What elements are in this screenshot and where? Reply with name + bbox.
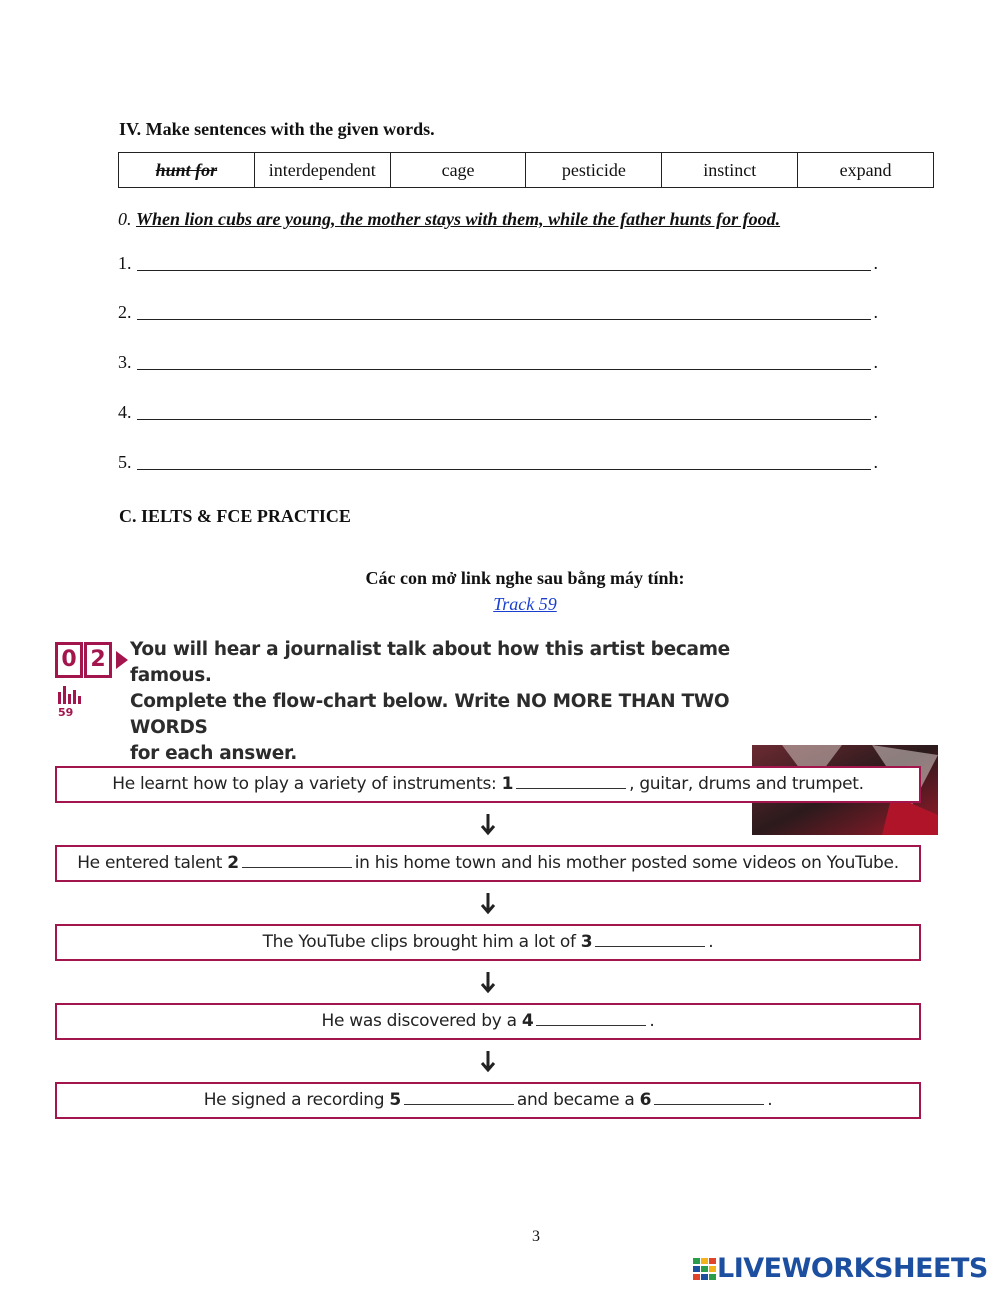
line-end: .	[873, 253, 878, 273]
step-text: .	[767, 1090, 773, 1110]
section-c-title: C. IELTS & FCE PRACTICE	[119, 506, 351, 526]
flow-step-1	[55, 766, 921, 803]
word-cell: instinct	[662, 153, 798, 188]
badge-digit: 2	[84, 642, 112, 678]
question-number: 1	[501, 774, 514, 794]
word-cell: hunt for	[119, 153, 255, 188]
line-end: .	[873, 452, 878, 472]
line-number: 3.	[118, 352, 132, 372]
step-text: He signed a recording	[203, 1090, 385, 1110]
line-number: 4.	[118, 402, 132, 422]
step-text: He entered talent	[77, 853, 223, 873]
answer-gap-3[interactable]	[595, 932, 705, 947]
flow-step-2	[55, 845, 921, 882]
answer-gap-5[interactable]	[404, 1090, 514, 1105]
line-number: 1.	[118, 253, 132, 273]
word-cell: interdependent	[254, 153, 390, 188]
play-triangle-icon	[116, 651, 128, 669]
question-number: 6	[639, 1090, 652, 1110]
arrow-down-icon	[476, 812, 500, 836]
answer-gap-2[interactable]	[242, 853, 352, 868]
step-text: He was discovered by a	[321, 1011, 517, 1031]
step-text: He learnt how to play a variety of instruments:	[112, 774, 497, 794]
blank-line[interactable]	[137, 270, 871, 271]
word-cell: cage	[390, 153, 526, 188]
line-end: .	[873, 352, 878, 372]
answer-gap-4[interactable]	[536, 1011, 646, 1026]
line-number: 5.	[118, 452, 132, 472]
word-bank-table	[118, 152, 934, 188]
arrow-down-icon	[476, 970, 500, 994]
step-text: .	[649, 1011, 655, 1031]
step-text: The YouTube clips brought him a lot of	[262, 932, 576, 952]
example-text: When lion cubs are young, the mother stays with them, while the father hunts for food.	[136, 209, 781, 229]
page-number: 3	[532, 1228, 540, 1245]
line-end: .	[873, 302, 878, 322]
question-number: 4	[521, 1011, 534, 1031]
line-number: 2.	[118, 302, 132, 322]
listen-note: Các con mở link nghe sau bằng máy tính:	[365, 568, 685, 588]
flow-step-3	[55, 924, 921, 961]
answer-gap-1[interactable]	[516, 774, 626, 789]
track-link[interactable]: Track 59	[493, 594, 557, 614]
instruction-line: for each answer.	[130, 743, 297, 764]
audio-bars-icon	[58, 684, 84, 704]
step-text: , guitar, drums and trumpet.	[629, 774, 864, 794]
brand-name: LIVEWORKSHEETS	[717, 1253, 988, 1284]
answer-gap-6[interactable]	[654, 1090, 764, 1105]
flow-step-4	[55, 1003, 921, 1040]
step-text: .	[708, 932, 714, 952]
line-end: .	[873, 402, 878, 422]
arrow-down-icon	[476, 891, 500, 915]
answer-line-5[interactable]	[118, 452, 878, 474]
question-number: 5	[389, 1090, 401, 1110]
section-iv-title: IV. Make sentences with the given words.	[119, 119, 435, 139]
answer-line-3[interactable]	[118, 352, 878, 374]
brand-logo	[693, 1253, 988, 1284]
exercise-instructions	[130, 637, 770, 767]
blank-line[interactable]	[137, 469, 871, 470]
question-number: 2	[227, 853, 239, 873]
brand-grid-icon	[693, 1258, 717, 1280]
instruction-line: You will hear a journalist talk about how this artist became famous.	[130, 639, 730, 686]
step-text: and became a	[516, 1090, 635, 1110]
question-number: 3	[580, 932, 593, 952]
word-cell: pesticide	[526, 153, 662, 188]
flow-step-5	[55, 1082, 921, 1119]
answer-line-2[interactable]	[118, 302, 878, 324]
arrow-down-icon	[476, 1049, 500, 1073]
answer-line-4[interactable]	[118, 402, 878, 424]
badge-digit: 0	[55, 642, 83, 678]
example-number: 0.	[118, 209, 132, 229]
example-sentence	[118, 209, 780, 230]
blank-line[interactable]	[137, 319, 871, 320]
instruction-line: Complete the flow-chart below. Write NO MORE THAN TWO WORDS	[130, 691, 730, 738]
answer-line-1[interactable]	[118, 253, 878, 275]
blank-line[interactable]	[137, 419, 871, 420]
step-text: in his home town and his mother posted some videos on YouTube.	[354, 853, 899, 873]
track-number: 59	[58, 706, 74, 719]
exercise-badge	[55, 642, 128, 678]
blank-line[interactable]	[137, 369, 871, 370]
word-cell: expand	[798, 153, 934, 188]
